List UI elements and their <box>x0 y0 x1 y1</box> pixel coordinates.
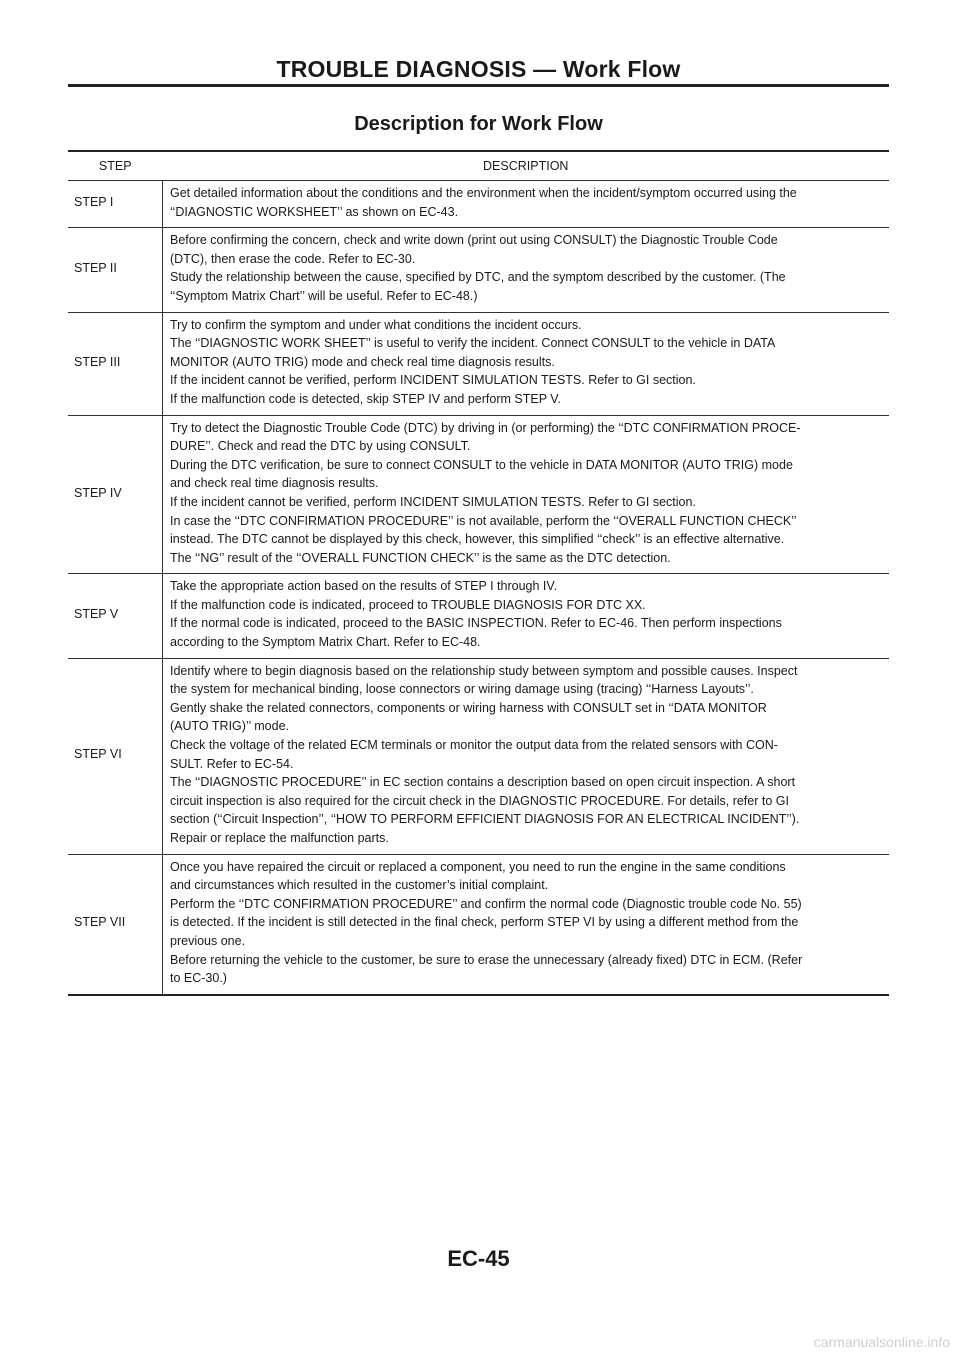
description-line: The ‘‘DIAGNOSTIC WORK SHEET’’ is useful to verify the incident. Connect CONSULT to the vehicle in DATA <box>170 336 776 351</box>
table-row <box>68 415 889 574</box>
description-line: Check the voltage of the related ECM terminals or monitor the output data from the related sensors with CON- <box>170 738 778 753</box>
description-line: Get detailed information about the conditions and the environment when the incident/symptom occurred using the <box>170 186 797 200</box>
description-line: During the DTC verification, be sure to connect CONSULT to the vehicle in DATA MONITOR (AUTO TRIG) mode <box>170 457 793 472</box>
work-flow-table <box>68 150 889 996</box>
description-line: The ‘‘NG’’ result of the ‘‘OVERALL FUNCTION CHECK’’ is the same as the DTC detection. <box>170 550 671 565</box>
description-line: Perform the ‘‘DTC CONFIRMATION PROCEDURE’’ and confirm the normal code (Diagnostic trouble code No. 55) <box>170 896 802 911</box>
table-row <box>68 181 889 228</box>
description-line: and check real time diagnosis results. <box>170 476 379 491</box>
description-line: Try to detect the Diagnostic Trouble Code (DTC) by driving in (or performing) the ‘‘DTC CONFIRMATION PROCE- <box>170 420 801 435</box>
step-cell: STEP II <box>74 261 117 276</box>
description-line: according to the Symptom Matrix Chart. Refer to EC-48. <box>170 635 481 650</box>
description-line: (AUTO TRIG)’’ mode. <box>170 719 290 734</box>
description-line: SULT. Refer to EC-54. <box>170 756 294 771</box>
description-line: to EC-30.) <box>170 971 227 986</box>
table-row <box>68 854 889 995</box>
page-number: EC-45 <box>447 1246 510 1271</box>
description-line: DURE’’. Check and read the DTC by using CONSULT. <box>170 439 471 454</box>
description-line: Repair or replace the malfunction parts. <box>170 831 389 845</box>
description-line: (DTC), then erase the code. Refer to EC-30. <box>170 251 416 266</box>
description-cell <box>163 181 890 228</box>
description-line: Study the relationship between the cause, specified by DTC, and the symptom described by the customer. (The <box>170 270 786 285</box>
header-rule <box>68 84 889 87</box>
description-line: the system for mechanical binding, loose connectors or wiring damage using (tracing) ‘‘Harness Layouts’’. <box>170 682 754 697</box>
description-line: MONITOR (AUTO TRIG) mode and check real time diagnosis results. <box>170 354 555 369</box>
description-cell <box>163 658 890 854</box>
description-line: Take the appropriate action based on the results of STEP I through IV. <box>170 579 558 594</box>
table-header-row <box>68 151 889 181</box>
column-header-description: DESCRIPTION <box>483 158 569 173</box>
description-line: previous one. <box>170 933 246 948</box>
description-line: Try to confirm the symptom and under what conditions the incident occurs. <box>170 317 582 332</box>
table-row <box>68 312 889 415</box>
description-line: section (‘‘Circuit Inspection’’, ‘‘HOW TO PERFORM EFFICIENT DIAGNOSIS FOR AN ELECTRICAL INCIDENT’’). <box>170 812 800 827</box>
step-cell: STEP VI <box>74 747 122 762</box>
description-cell <box>163 312 890 415</box>
section-title: Description for Work Flow <box>354 113 603 135</box>
table-row <box>68 228 889 312</box>
step-cell: STEP IV <box>74 485 122 500</box>
description-line: Identify where to begin diagnosis based on the relationship study between symptom and possible causes. Inspect <box>170 663 798 678</box>
description-line: Before returning the vehicle to the customer, be sure to erase the unnecessary (already fixed) DTC in ECM. (Refer <box>170 952 803 967</box>
description-line: Once you have repaired the circuit or replaced a component, you need to run the engine in the same conditions <box>170 859 786 874</box>
description-line: is detected. If the incident is still detected in the final check, perform STEP VI by using a different method from the <box>170 915 799 930</box>
description-line: instead. The DTC cannot be displayed by this check, however, this simplified ‘‘check’’ is an effective alternative. <box>170 532 785 547</box>
description-line: In case the ‘‘DTC CONFIRMATION PROCEDURE’’ is not available, perform the ‘‘OVERALL FUNCTION CHECK’’ <box>170 513 797 528</box>
page-header-title: TROUBLE DIAGNOSIS — Work Flow <box>276 56 681 82</box>
description-line: If the malfunction code is detected, skip STEP IV and perform STEP V. <box>170 391 561 406</box>
description-cell <box>163 574 890 658</box>
watermark: carmanualsonline.info <box>813 1334 950 1350</box>
work-flow-table-container <box>68 150 889 996</box>
table-body <box>68 181 889 995</box>
description-line: Before confirming the concern, check and write down (print out using CONSULT) the Diagnostic Trouble Code <box>170 233 778 248</box>
description-line: Gently shake the related connectors, components or wiring harness with CONSULT set in ‘‘DATA MONITOR <box>170 700 767 715</box>
description-line: If the malfunction code is indicated, proceed to TROUBLE DIAGNOSIS FOR DTC XX. <box>170 597 646 612</box>
description-line: The ‘‘DIAGNOSTIC PROCEDURE’’ in EC section contains a description based on open circuit inspection. A short <box>170 775 796 790</box>
description-cell <box>163 415 890 574</box>
description-cell <box>163 854 890 995</box>
description-line: ‘‘Symptom Matrix Chart’’ will be useful. Refer to EC-48.) <box>170 288 478 303</box>
description-line: If the normal code is indicated, proceed to the BASIC INSPECTION. Refer to EC-46. Then perform inspections <box>170 616 782 631</box>
description-cell <box>163 228 890 312</box>
description-line: circuit inspection is also required for the circuit check in the DIAGNOSTIC PROCEDURE. For details, refer to GI <box>170 793 789 808</box>
step-cell: STEP VII <box>74 915 126 930</box>
table-row <box>68 658 889 854</box>
description-line: If the incident cannot be verified, perform INCIDENT SIMULATION TESTS. Refer to GI section. <box>170 373 696 388</box>
description-line: If the incident cannot be verified, perform INCIDENT SIMULATION TESTS. Refer to GI section. <box>170 494 696 509</box>
step-cell: STEP I <box>74 195 114 210</box>
step-cell: STEP V <box>74 607 119 622</box>
step-cell: STEP III <box>74 354 121 369</box>
table-row <box>68 574 889 658</box>
description-line: ‘‘DIAGNOSTIC WORKSHEET’’ as shown on EC-43. <box>170 204 459 219</box>
description-line: and circumstances which resulted in the customer’s initial complaint. <box>170 878 549 893</box>
column-header-step: STEP <box>98 158 132 173</box>
